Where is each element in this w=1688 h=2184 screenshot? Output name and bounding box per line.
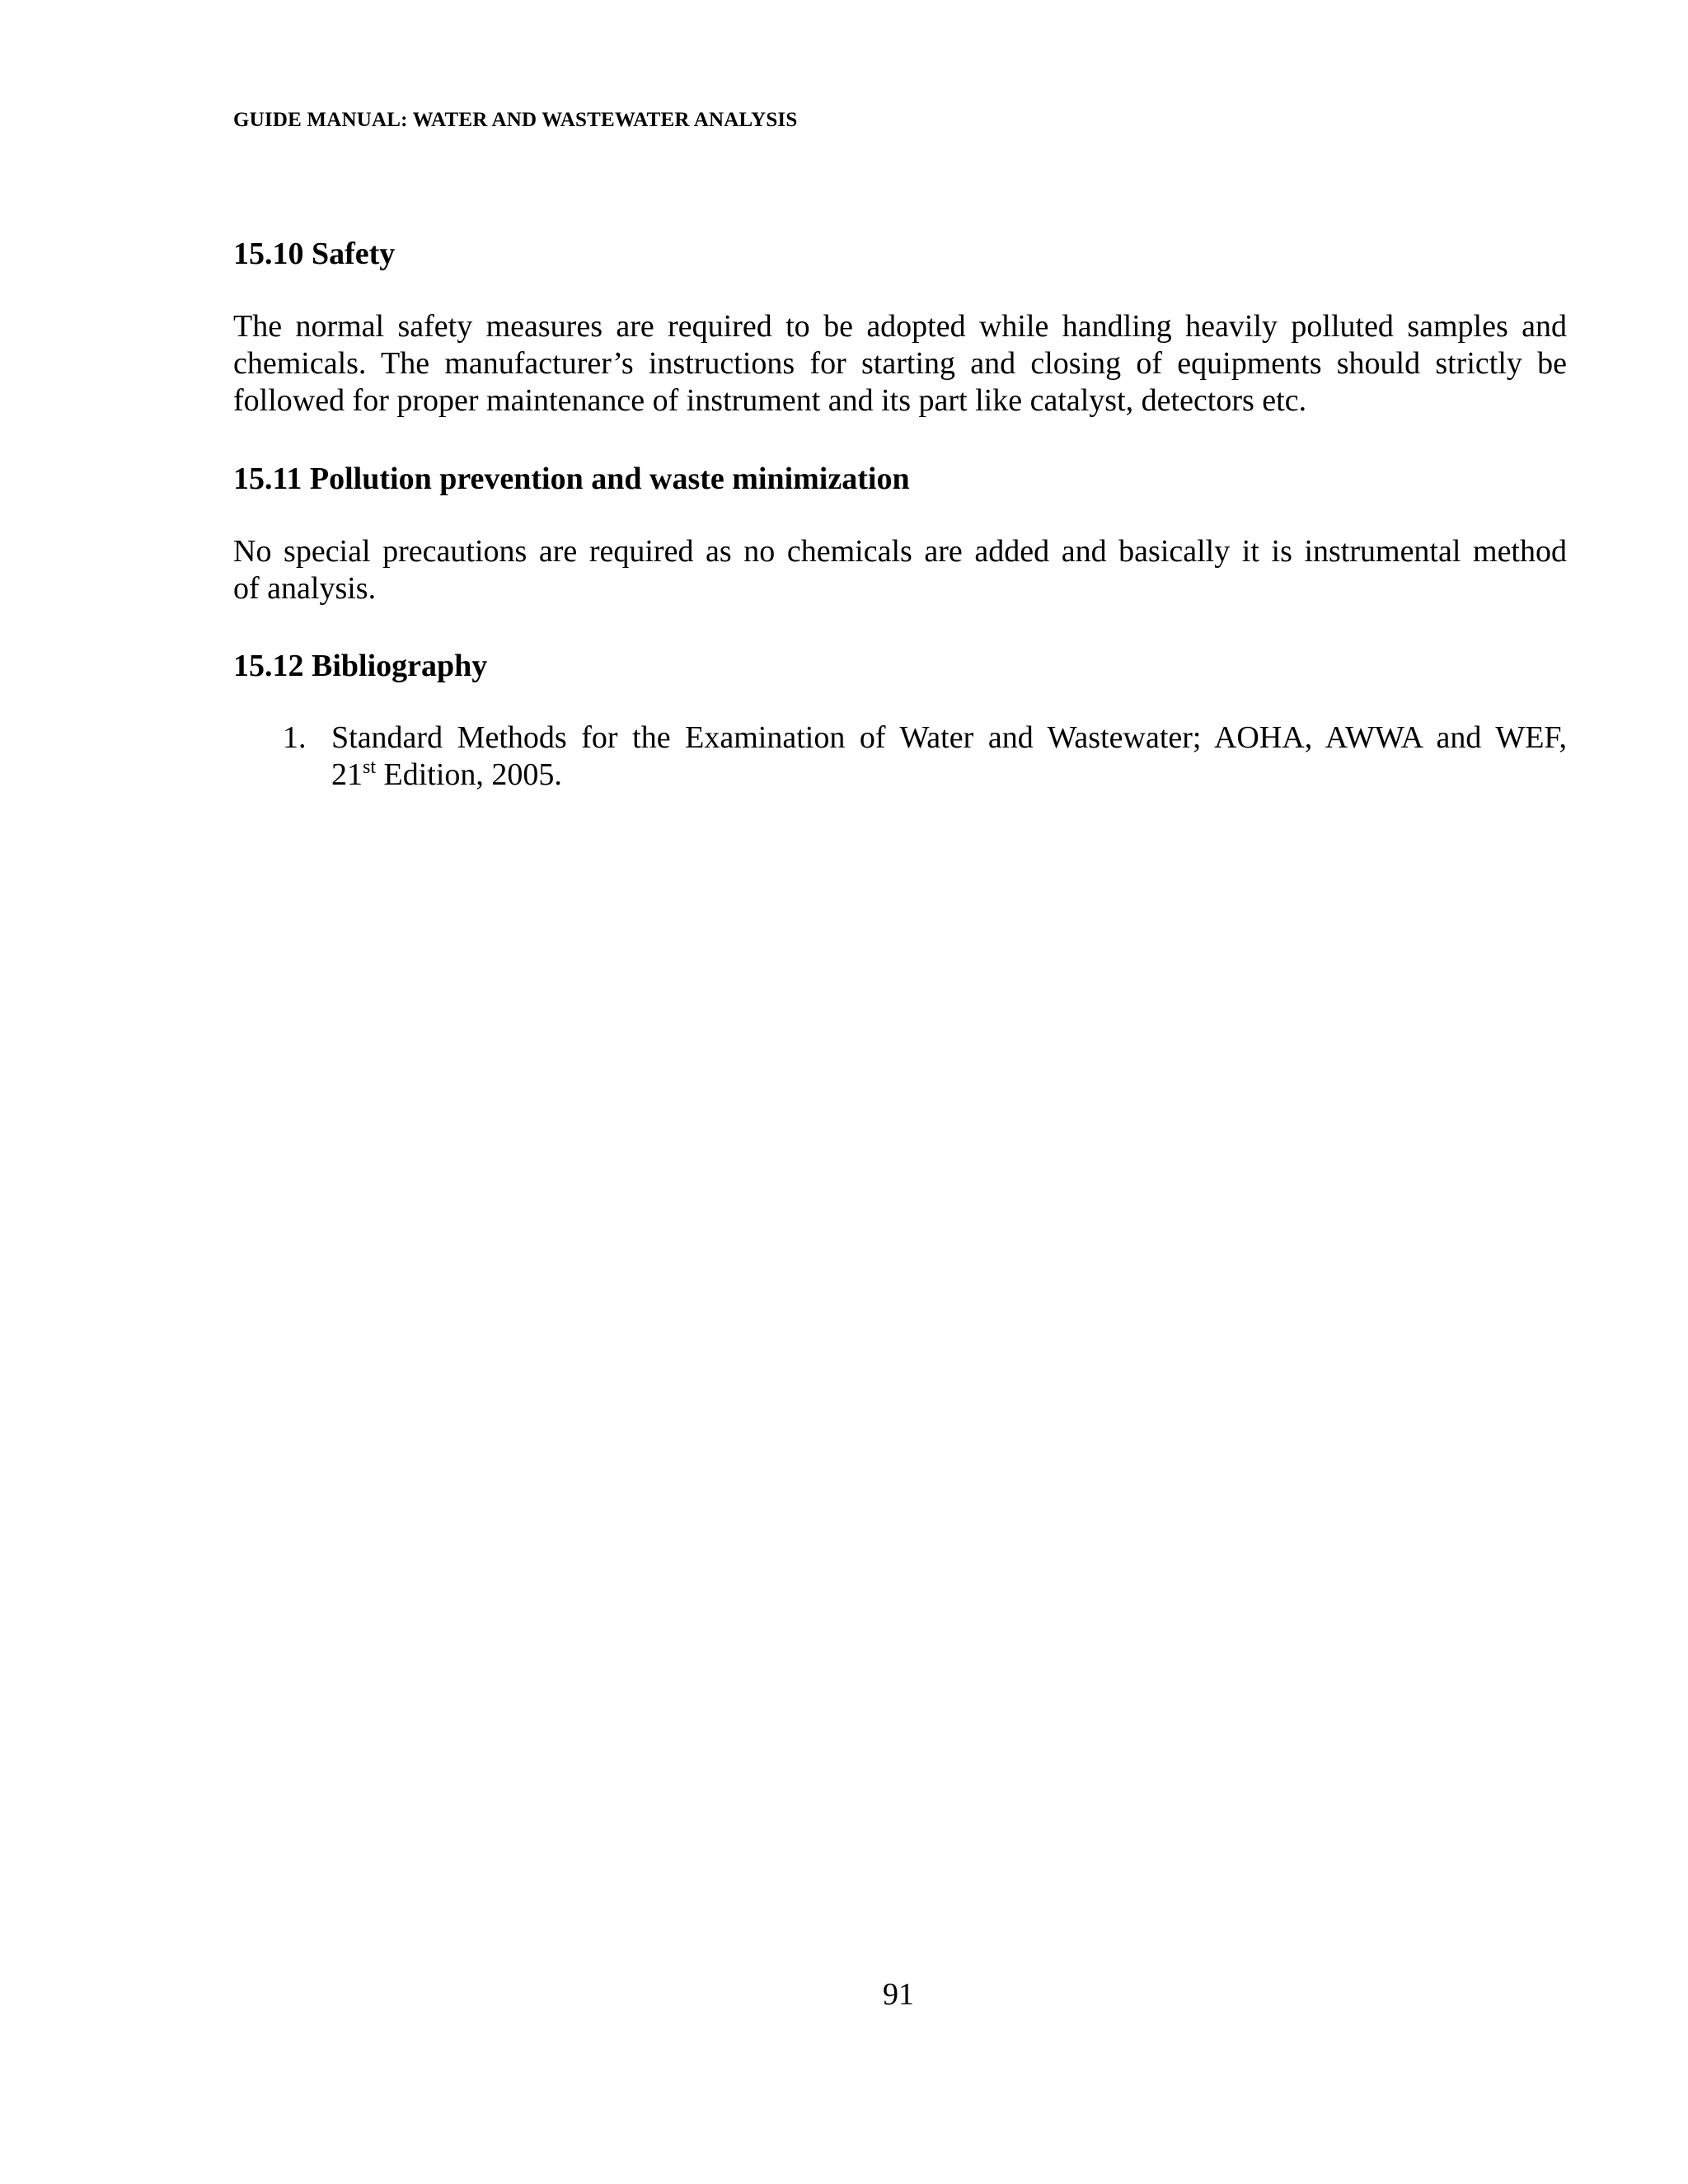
section-heading-bibliography: 15.12 Bibliography — [233, 649, 488, 683]
edition-ordinal-suffix: st — [363, 757, 377, 778]
edition-number: 21 — [331, 757, 363, 792]
safety-paragraph — [233, 308, 1567, 419]
running-header: GUIDE MANUAL: WATER AND WASTEWATER ANALYSIS — [233, 109, 798, 131]
edition-details: Edition, 2005. — [376, 757, 562, 792]
pollution-prevention-paragraph — [233, 533, 1567, 607]
section-heading-pollution-prevention: 15.11 Pollution prevention and waste minimization — [233, 462, 910, 496]
paragraph-line: of analysis. — [233, 571, 377, 606]
paragraph-line: followed for proper maintenance of instrument and its part like catalyst, detectors etc. — [233, 383, 1307, 418]
bibliography-item — [233, 719, 1567, 794]
bibliography-list — [233, 719, 1567, 794]
paragraph-line: chemicals. The manufacturer’s instructions for starting and closing of equipments should strictly be — [233, 346, 1567, 381]
bibliography-item-edition — [331, 757, 1567, 794]
bibliography-item-number: 1. — [283, 720, 307, 755]
paragraph-line: The normal safety measures are required to be adopted while handling heavily polluted samples and — [233, 309, 1567, 344]
section-heading-safety: 15.10 Safety — [233, 237, 396, 271]
paragraph-line: No special precautions are required as no chemicals are added and basically it is instrumental method — [233, 534, 1567, 569]
page-number: 91 — [883, 1977, 914, 2012]
bibliography-item-text: Standard Methods for the Examination of Water and Wastewater; AOHA, AWWA and WEF, — [331, 720, 1567, 755]
